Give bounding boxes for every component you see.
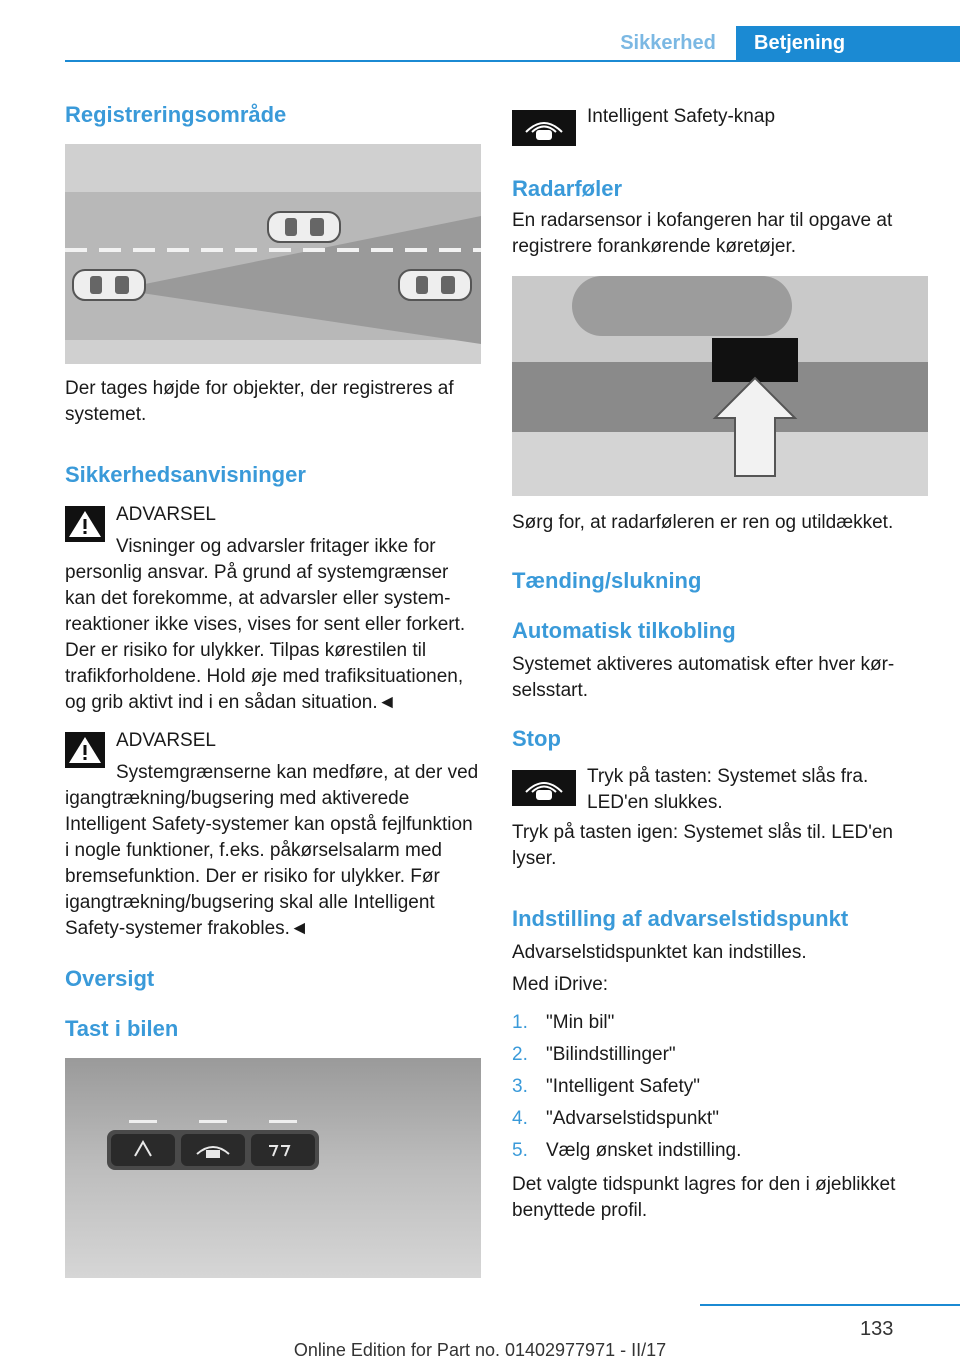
warning-1-text: Visninger og advarsler fritager ikke for personlig ansvar. På grund af systemgrænser kan det forekomme, at advarsler eller systemreaktioner ikke vises, vises for sent eller forkert. Der er risiko for ulykker. Tilpas kørestilen til trafikforholdene. Hold øje med trafiksituationen, og grib aktivt ind i en sådan situation.◄ bbox=[65, 536, 466, 713]
list-text: "Intelligent Safety" bbox=[546, 1076, 700, 1097]
list-text: "Bilindstillinger" bbox=[546, 1044, 676, 1065]
heading-oversigt: Oversigt bbox=[65, 966, 155, 991]
footer-rule bbox=[700, 1304, 960, 1306]
heading-registreringsomraade: Registreringsområde bbox=[65, 102, 287, 127]
warning-1-title: ADVARSEL bbox=[116, 504, 216, 525]
warning-1-body bbox=[65, 534, 481, 716]
list-number: 4. bbox=[512, 1108, 528, 1129]
warning-2-title: ADVARSEL bbox=[116, 730, 216, 751]
list-item bbox=[512, 1010, 930, 1042]
button-panel-photo bbox=[65, 1058, 481, 1278]
registration-area-illustration bbox=[65, 144, 481, 364]
list-item bbox=[512, 1042, 930, 1074]
list-item bbox=[512, 1138, 930, 1170]
paragraph-sorg: Sørg for, at radarføleren er ren og utildækket. bbox=[512, 512, 894, 533]
idrive-steps-list bbox=[512, 1010, 930, 1170]
paragraph-stop-1: Tryk på tasten: Systemet slås fra. LED'en slukkes. bbox=[587, 766, 869, 813]
radar-sensor-photo bbox=[512, 276, 928, 496]
heading-radarfoler: Radarføler bbox=[512, 176, 623, 201]
footer-edition: Online Edition for Part no. 01402977971 - II/17 bbox=[293, 1340, 667, 1360]
intelligent-safety-button-icon bbox=[512, 110, 576, 146]
header-rule bbox=[65, 60, 960, 62]
heading-taending: Tænding/slukning bbox=[512, 568, 702, 593]
paragraph-radar: En radarsensor i kofangeren har til opgave at registrere forankørende køretøjer. bbox=[512, 210, 893, 257]
list-text: "Min bil" bbox=[546, 1012, 615, 1033]
list-text: "Advarselstidspunkt" bbox=[546, 1108, 719, 1129]
heading-automatisk: Automatisk tilkobling bbox=[512, 618, 736, 643]
paragraph-hojde: Der tages højde for objekter, der registreres af systemet. bbox=[65, 378, 454, 425]
tab-sikkerhed[interactable]: Sikkerhed bbox=[620, 32, 716, 54]
heading-sikkerhedsanvisninger: Sikkerhedsanvisninger bbox=[65, 462, 306, 487]
paragraph-indstilling-2: Med iDrive: bbox=[512, 974, 609, 995]
tab-betjening[interactable]: Betjening bbox=[736, 26, 960, 62]
list-number: 5. bbox=[512, 1140, 528, 1161]
heading-indstilling: Indstilling af advarselstidspunkt bbox=[512, 906, 849, 931]
intelligent-safety-button-label: Intelligent Safety-knap bbox=[587, 106, 776, 127]
road-diagram bbox=[65, 144, 481, 364]
list-item bbox=[512, 1074, 930, 1106]
list-number: 1. bbox=[512, 1012, 528, 1033]
intelligent-safety-button-icon bbox=[512, 770, 576, 806]
paragraph-indstilling-1: Advarselstidspunktet kan indstilles. bbox=[512, 942, 807, 963]
list-number: 3. bbox=[512, 1076, 528, 1097]
heading-stop: Stop bbox=[512, 726, 561, 751]
paragraph-stop-2: Tryk på tasten igen: Systemet slås til. LED'en lyser. bbox=[512, 822, 893, 869]
page-number: 133 bbox=[860, 1318, 894, 1340]
heading-tast-i-bilen: Tast i bilen bbox=[65, 1016, 179, 1041]
warning-2-text: Systemgrænserne kan medføre, at der ved igangtrækning/bugsering med aktiverede Intelligent Safety-systemer kan opstå fejlfunktion i nogle funktioner, f.eks. påkørselsalarm med bremsefunktion. Der er risiko for ulykker. Før igangtrækning/bugsering skal alle Intelligent Safety-systemer frakobles.◄ bbox=[65, 762, 479, 939]
paragraph-final: Det valgte tidspunkt lagres for den i øjeblikket benyttede profil. bbox=[512, 1174, 896, 1221]
list-number: 2. bbox=[512, 1044, 528, 1065]
list-text: Vælg ønsket indstilling. bbox=[546, 1140, 742, 1161]
warning-2-body bbox=[65, 760, 481, 942]
list-item bbox=[512, 1106, 930, 1138]
paragraph-auto: Systemet aktiveres automatisk efter hver kørselsstart. bbox=[512, 654, 895, 701]
